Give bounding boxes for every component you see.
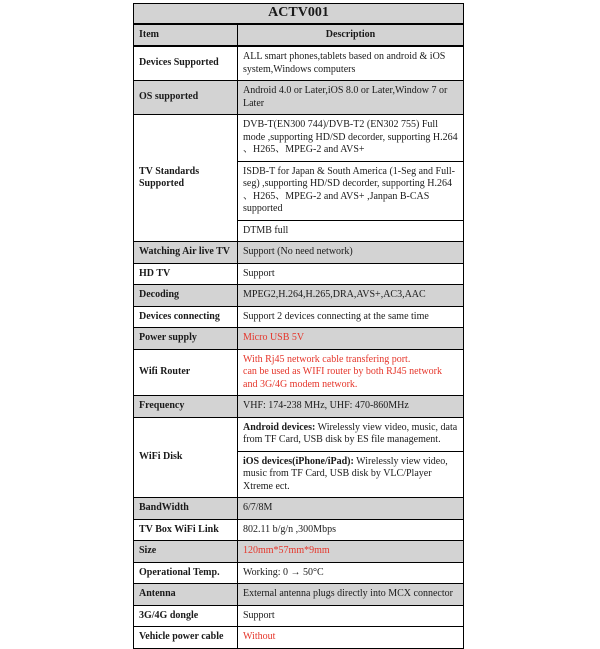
spec-value-isdb: ISDB-T for Japan & South America (1-Seg and Full-seg) ,supporting HD/SD decorder, supporting H.264 、H265、MPEG-2 and AVS+ ,Janpan B-CAS supported [238, 161, 464, 220]
spec-label: Watching Air live TV [134, 242, 238, 264]
spec-value: Support 2 devices connecting at the same time [238, 306, 464, 328]
spec-label: Size [134, 541, 238, 563]
row-frequency [134, 396, 464, 418]
spec-value: External antenna plugs directly into MCX connector [238, 584, 464, 606]
spec-value: Support (No need network) [238, 242, 464, 264]
spec-value [238, 349, 464, 396]
spec-table [133, 3, 464, 649]
row-operational-temp [134, 562, 464, 584]
spec-label: 3G/4G dongle [134, 605, 238, 627]
row-devices-connecting [134, 306, 464, 328]
col-header-item: Item [134, 24, 238, 47]
spec-value-ios [238, 451, 464, 498]
wifi-router-line1: With Rj45 network cable transfering port. [243, 353, 411, 365]
spec-value: ALL smart phones,tablets based on android & iOS system,Windows computers [238, 46, 464, 81]
spec-value: 6/7/8M [238, 498, 464, 520]
row-3g4g-dongle [134, 605, 464, 627]
spec-label: TV Standards Supported [134, 115, 238, 242]
spec-value: 802.11 b/g/n ,300Mbps [238, 519, 464, 541]
row-vehicle-power-cable [134, 627, 464, 649]
row-power-supply [134, 328, 464, 350]
spec-value: Support [238, 263, 464, 285]
row-wifi-disk-android [134, 417, 464, 451]
row-bandwidth [134, 498, 464, 520]
spec-value-android [238, 417, 464, 451]
row-hd-tv [134, 263, 464, 285]
spec-label: Frequency [134, 396, 238, 418]
spec-label: Devices Supported [134, 46, 238, 81]
android-devices-text: Wirelessly view video, music, data from TF Card, USB disk by ES file management. [243, 421, 458, 445]
spec-label: Devices connecting [134, 306, 238, 328]
spec-label: Antenna [134, 584, 238, 606]
spec-value: 120mm*57mm*9mm [238, 541, 464, 563]
row-os-supported [134, 81, 464, 115]
android-devices-lead: Android devices: [243, 421, 316, 433]
spec-value: MPEG2,H.264,H.265,DRA,AVS+,AC3,AAC [238, 285, 464, 307]
row-watching-air-tv [134, 242, 464, 264]
wifi-router-line2: can be used as WIFI router by both RJ45 network and 3G/4G modem network. [243, 366, 442, 390]
col-header-description: Description [238, 24, 464, 47]
row-antenna [134, 584, 464, 606]
spec-value: Micro USB 5V [238, 328, 464, 350]
spec-value-dtmb: DTMB full [238, 220, 464, 242]
spec-value: Android 4.0 or Later,iOS 8.0 or Later,Window 7 or Later [238, 81, 464, 115]
row-devices-supported [134, 46, 464, 81]
row-column-headers [134, 24, 464, 47]
spec-value: Support [238, 605, 464, 627]
row-wifi-router [134, 349, 464, 396]
ios-devices-lead: iOS devices(iPhone/iPad): [243, 455, 354, 467]
row-tv-standards-dvb [134, 115, 464, 162]
spec-label: Wifi Router [134, 349, 238, 396]
row-decoding [134, 285, 464, 307]
spec-value: Without [238, 627, 464, 649]
spec-label: Vehicle power cable [134, 627, 238, 649]
spec-label: HD TV [134, 263, 238, 285]
spec-label: OS supported [134, 81, 238, 115]
row-tv-box-wifi-link [134, 519, 464, 541]
spec-label: WiFi Disk [134, 417, 238, 498]
spec-label: Power supply [134, 328, 238, 350]
product-title: ACTV001 [134, 4, 464, 24]
spec-label: Decoding [134, 285, 238, 307]
spec-label: TV Box WiFi Link [134, 519, 238, 541]
row-title [134, 4, 464, 24]
ios-devices-text: Wirelessly view video, music from TF Card, USB disk by VLC/Player Xtreme ect. [243, 455, 448, 492]
spec-label: Operational Temp. [134, 562, 238, 584]
spec-value-dvb: DVB-T(EN300 744)/DVB-T2 (EN302 755) Full mode ,supporting HD/SD decorder, supporting H.264 、H265、MPEG-2 and AVS+ [238, 115, 464, 162]
spec-value: Working: 0 → 50°C [238, 562, 464, 584]
spec-label: BandWidth [134, 498, 238, 520]
spec-value: VHF: 174-238 MHz, UHF: 470-860MHz [238, 396, 464, 418]
row-size [134, 541, 464, 563]
